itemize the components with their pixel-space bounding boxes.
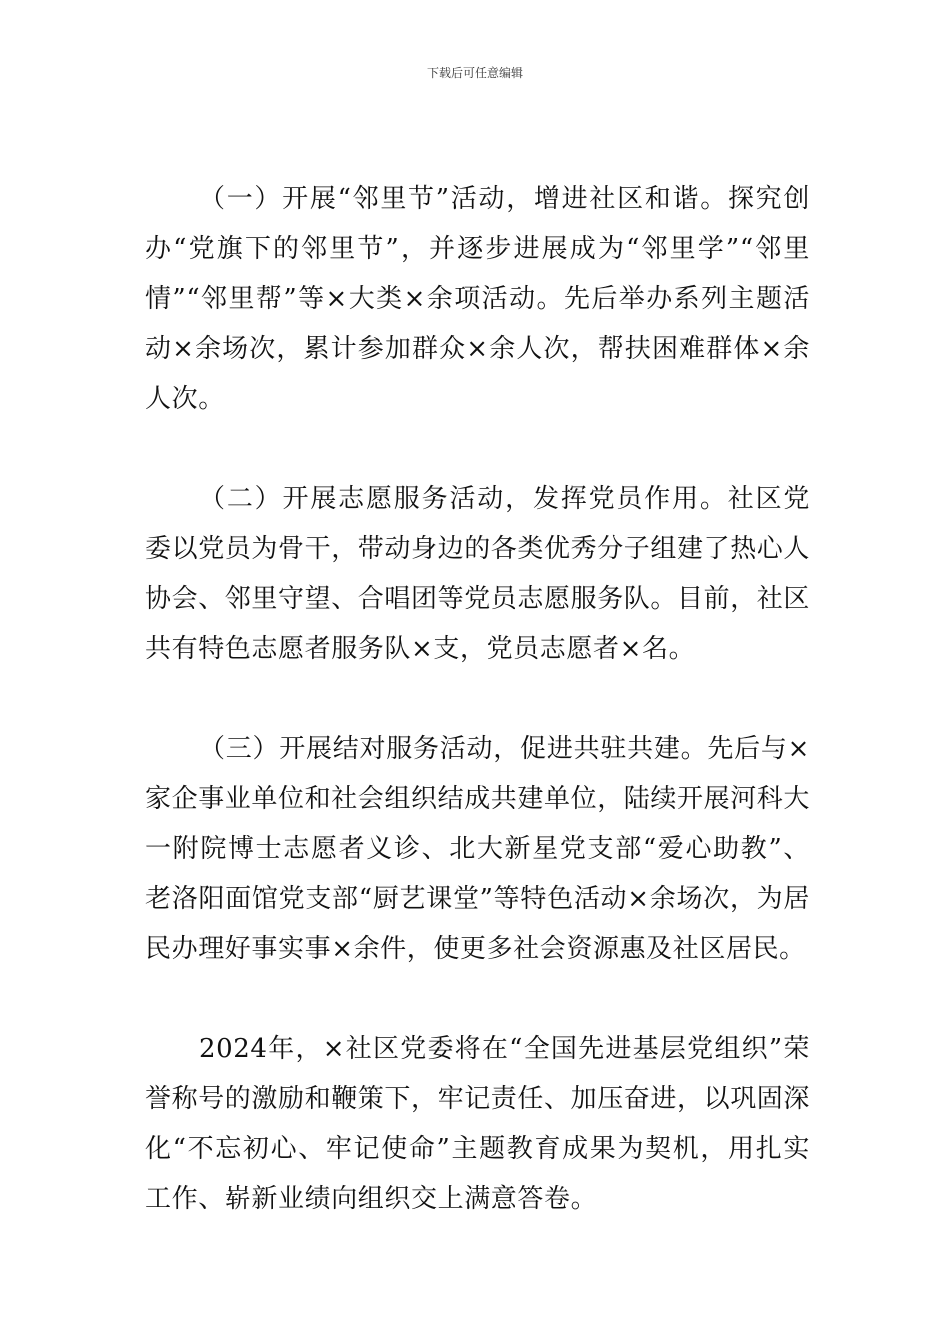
paragraph-neighborhood-festival: （一）开展“邻里节”活动，增进社区和谐。探究创办“党旗下的邻里节”，并逐步进展成为“邻里学”“邻里情”“邻里帮”等×大类×余项活动。先后举办系列主题活动×余场次，累计参加群众×余人次，帮扶困难群体×余人次。: [145, 184, 810, 414]
paragraph-2024-outlook: 2024年，×社区党委将在“全国先进基层党组织”荣誉称号的激励和鞭策下，牢记责任、加压奋进，以巩固深化“不忘初心、牢记使命”主题教育成果为契机，用扎实工作、崭新业绩向组织交上满意答卷。: [145, 1034, 811, 1214]
paragraph-volunteer-service: （二）开展志愿服务活动，发挥党员作用。社区党委以党员为骨干，带动身边的各类优秀分子组建了热心人协会、邻里守望、合唱团等党员志愿服务队。目前，社区共有特色志愿者服务队×支，党员志愿者×名。: [145, 484, 811, 664]
page-header-note: 下载后可任意编辑: [426, 66, 523, 80]
document-body: [145, 174, 810, 1224]
paragraph-paired-service: （三）开展结对服务活动，促进共驻共建。先后与×家企事业单位和社会组织结成共建单位，陆续开展河科大一附院博士志愿者义诊、北大新星党支部“爱心助教”、老洛阳面馆党支部“厨艺课堂”等特色活动×余场次，为居民办理好事实事×余件，使更多社会资源惠及社区居民。: [145, 734, 811, 964]
